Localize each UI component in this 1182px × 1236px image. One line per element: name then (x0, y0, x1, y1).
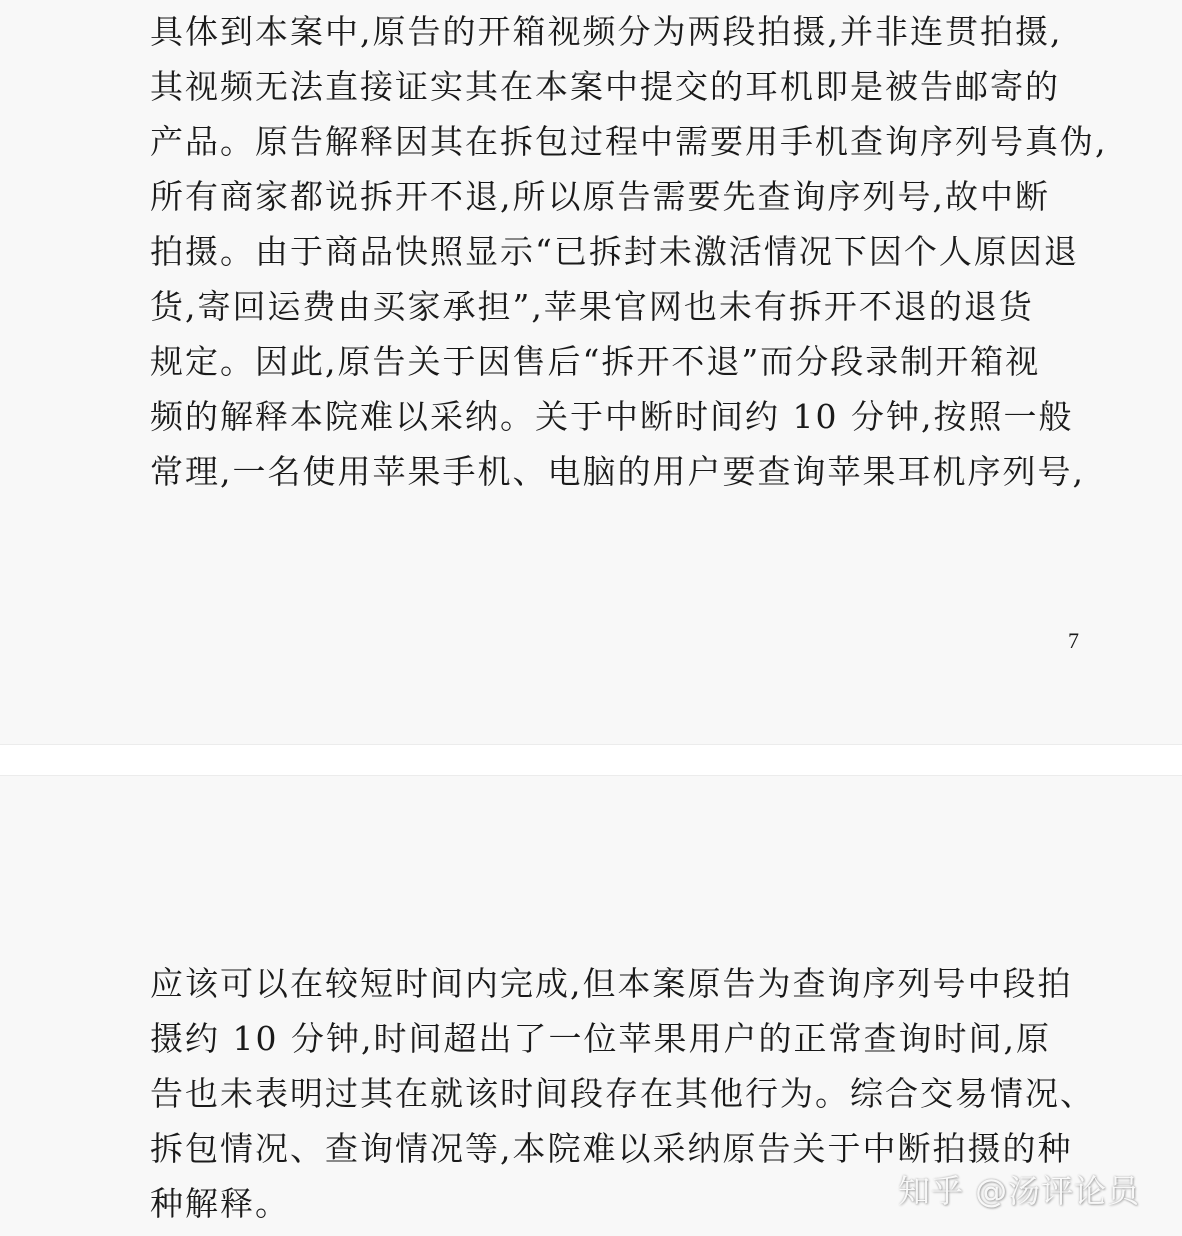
text-line: 频的解释本院难以采纳。关于中断时间约 10 分钟,按照一般 (150, 397, 1074, 436)
text-line: 拍摄。由于商品快照显示“已拆封未激活情况下因个人原因退 (150, 232, 1079, 271)
text-line: 货,寄回运费由买家承担”,苹果官网也未有拆开不退的退货 (150, 287, 1034, 326)
text-line: 具体到本案中,原告的开箱视频分为两段拍摄,并非连贯拍摄, (150, 12, 1063, 51)
text-line: 种解释。 (150, 1184, 290, 1223)
text-line: 常理,一名使用苹果手机、电脑的用户要查询苹果耳机序列号, (150, 452, 1085, 491)
page-separator (0, 744, 1182, 776)
page-number: 7 (1068, 628, 1079, 653)
text-line: 所有商家都说拆开不退,所以原告需要先查询序列号,故中断 (150, 177, 1050, 216)
text-line: 告也未表明过其在就该时间段存在其他行为。综合交易情况、 (150, 1074, 1095, 1113)
text-line: 规定。因此,原告关于因售后“拆开不退”而分段录制开箱视 (150, 342, 1041, 381)
zhihu-watermark: 知乎 @汤评论员 (898, 1172, 1141, 1210)
paragraph-top (150, 4, 1108, 499)
text-line: 拆包情况、查询情况等,本院难以采纳原告关于中断拍摄的种 (150, 1129, 1073, 1168)
text-line: 产品。原告解释因其在拆包过程中需要用手机查询序列号真伪, (150, 122, 1108, 161)
text-line: 摄约 10 分钟,时间超出了一位苹果用户的正常查询时间,原 (150, 1019, 1051, 1058)
text-line: 应该可以在较短时间内完成,但本案原告为查询序列号中段拍 (150, 964, 1073, 1003)
text-line: 其视频无法直接证实其在本案中提交的耳机即是被告邮寄的 (150, 67, 1060, 106)
